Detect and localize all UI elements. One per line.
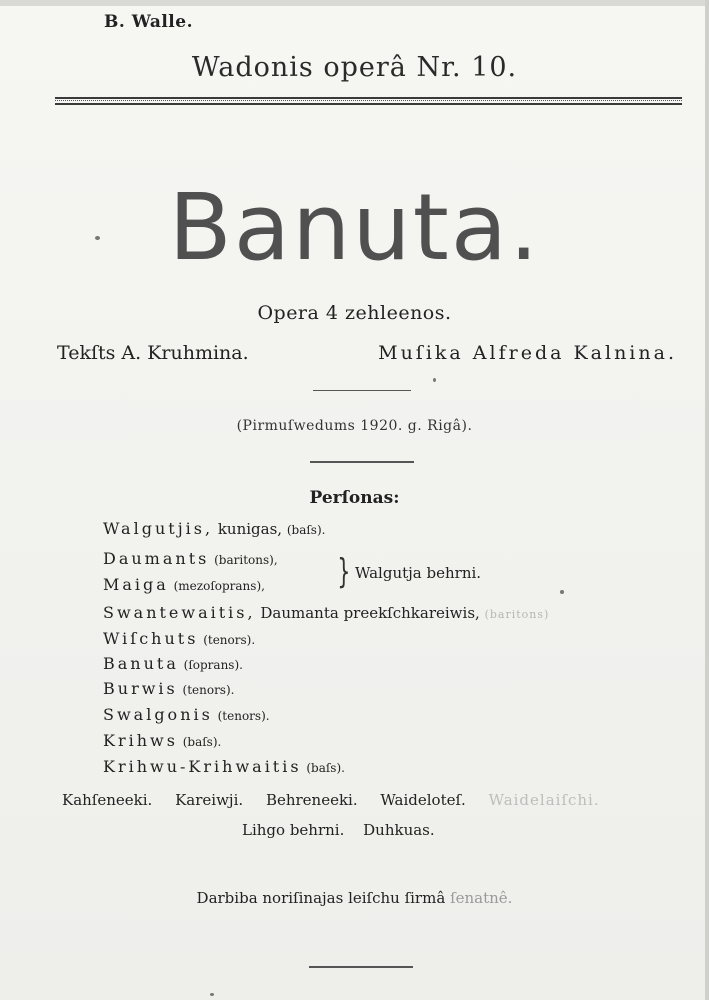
role-name: Krihwu-Krihwaitis	[103, 757, 302, 776]
role-voice: (baſs).	[182, 735, 222, 749]
role-name: Walgutjis,	[103, 519, 214, 538]
role-voice: (ſoprans).	[183, 658, 243, 672]
role-name: Maiga	[103, 575, 169, 594]
short-rule-1	[313, 390, 411, 391]
brace-symbol: }	[337, 552, 351, 592]
short-rule-3	[309, 966, 413, 968]
role-krihwu-krihwaitis	[103, 757, 345, 776]
paper-top-edge	[0, 0, 709, 6]
short-rule-2	[310, 461, 414, 463]
role-name: Daumants	[103, 549, 210, 568]
role-voice: (baſs).	[306, 761, 345, 775]
role-name: Krihws	[103, 731, 178, 750]
role-voice: (tenors).	[182, 683, 235, 697]
role-voice: (baritons)	[484, 608, 550, 621]
role-name: Burwis	[103, 679, 178, 698]
ensemble-item: Lihgo behrni.	[242, 821, 345, 839]
ensemble-item: Waidelaiſchi.	[488, 791, 600, 809]
paper-speck	[210, 993, 214, 996]
music-credit: Muſika Alfreda Kalnina.	[378, 342, 677, 364]
credits-line	[57, 342, 677, 364]
ensemble-line-1	[62, 791, 618, 809]
paper-speck	[433, 378, 436, 382]
paper-speck	[95, 236, 100, 240]
role-maiga	[103, 575, 265, 594]
role-desc: kunigas,	[217, 520, 283, 538]
role-swalgonis	[103, 705, 270, 724]
ensemble-item: Duhkuas.	[363, 821, 435, 839]
persons-heading: Perſonas:	[309, 488, 400, 508]
role-desc: Daumanta preekſchkareiwis,	[260, 604, 480, 622]
double-rule-divider	[55, 97, 682, 105]
role-walgutjis	[103, 519, 325, 538]
ensemble-item: Behreneeki.	[265, 791, 358, 809]
ensemble-item: Kahſeneeki.	[62, 791, 153, 809]
ensemble-item: Kareiwji.	[175, 791, 244, 809]
opera-title: Banuta.	[168, 174, 541, 281]
role-voice: (tenors).	[217, 709, 270, 723]
setting-text-faded: ſenatnê.	[450, 889, 513, 907]
role-name: Banuta	[103, 654, 179, 673]
series-title: Wadonis operâ Nr. 10.	[191, 52, 518, 83]
opera-subtitle: Opera 4 zehleenos.	[257, 302, 452, 324]
paper-speck	[560, 590, 564, 594]
role-name: Swalgonis	[103, 705, 213, 724]
role-burwis	[103, 679, 234, 698]
premiere-note: (Pirmuſwedums 1920. g. Rigâ).	[236, 418, 473, 434]
role-wischuts	[103, 629, 255, 648]
ensemble-line-2	[242, 821, 449, 839]
author-name: B. Walle.	[104, 12, 193, 32]
brace-label: Walgutja behrni.	[355, 564, 482, 582]
setting-note	[0, 889, 709, 907]
role-daumants	[103, 549, 278, 568]
role-name: Wiſchuts	[103, 629, 199, 648]
ensemble-item: Waideloteſ.	[380, 791, 466, 809]
role-swantewaitis	[103, 603, 549, 622]
role-name: Swantewaitis,	[103, 603, 256, 622]
role-voice: (mezoſoprans),	[173, 579, 265, 593]
role-voice: (baritons),	[214, 553, 278, 567]
libretto-credit: Tekſts A. Kruhmina.	[57, 342, 249, 364]
role-voice: (tenors).	[203, 633, 256, 647]
role-banuta	[103, 654, 243, 673]
role-voice: (baſs).	[286, 523, 326, 537]
role-krihws	[103, 731, 221, 750]
setting-text: Darbiba noriſinajas leiſchu ſirmâ	[196, 889, 446, 907]
